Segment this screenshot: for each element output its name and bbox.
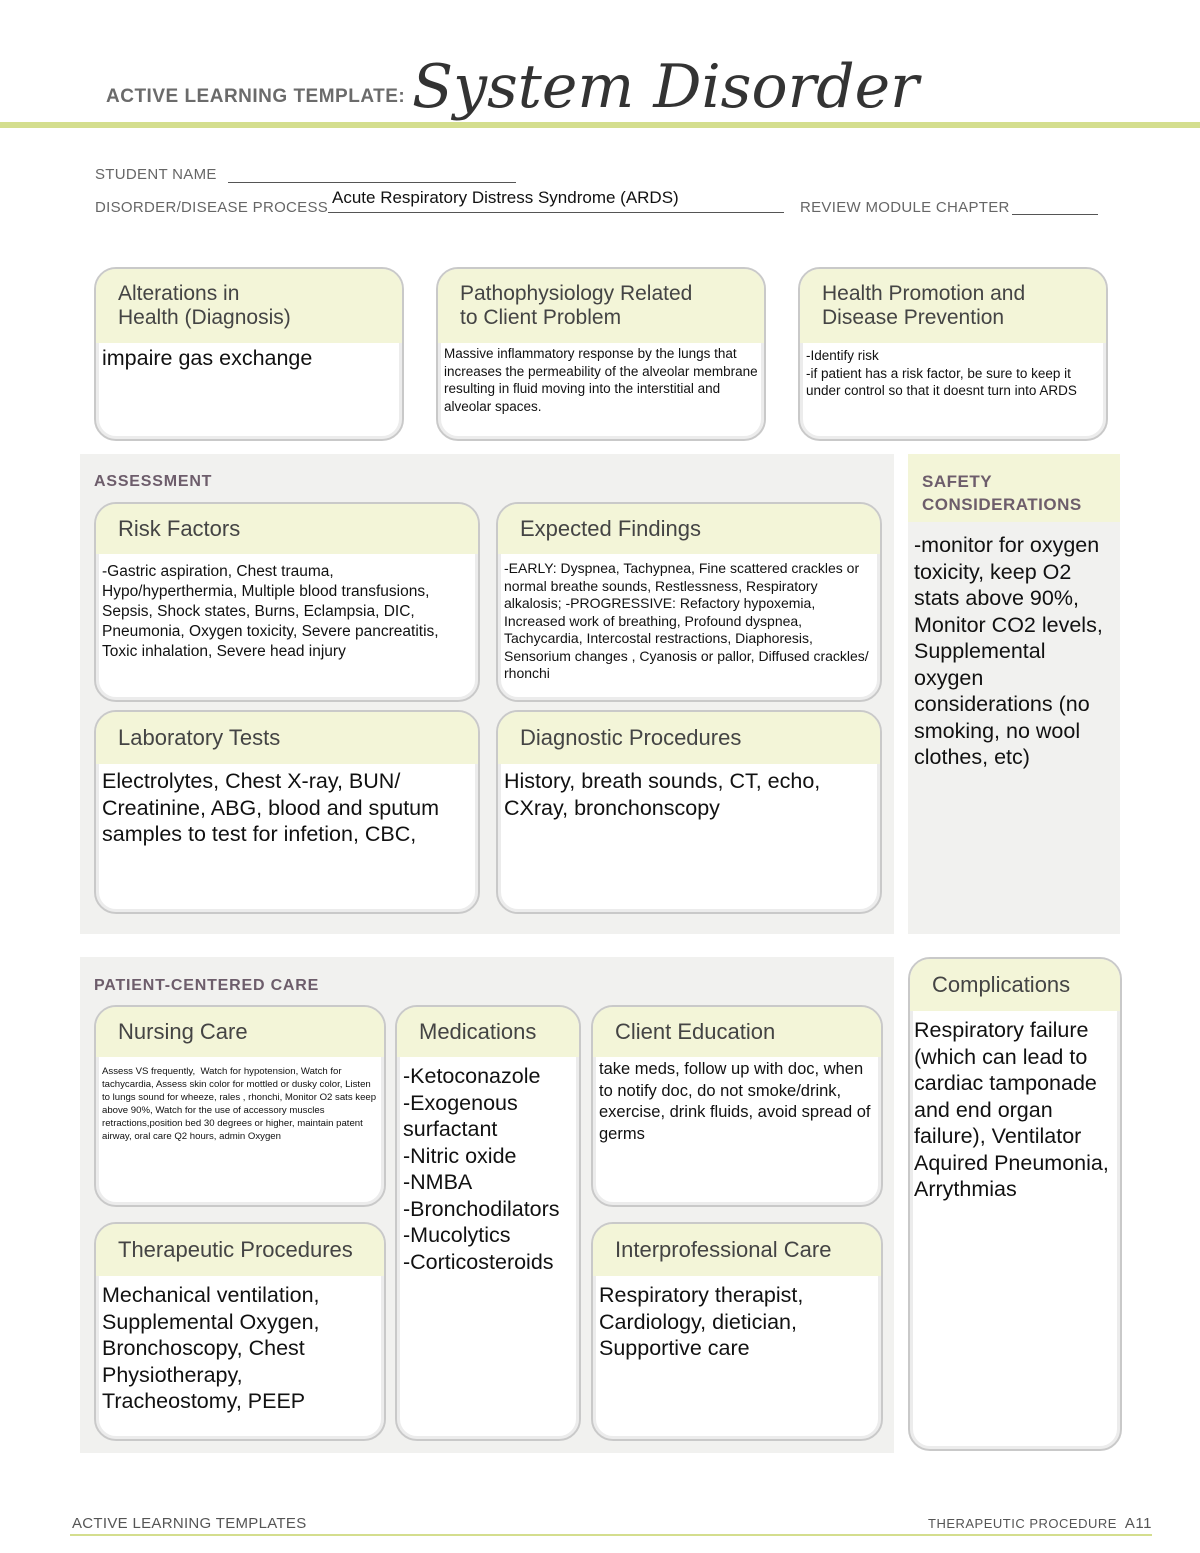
page-number: A11: [1124, 1515, 1152, 1532]
interprofessional-care-title: Interprofessional Care: [593, 1224, 881, 1276]
template-title: System Disorder: [412, 52, 919, 122]
expected-findings-body: -EARLY: Dyspnea, Tachypnea, Fine scattered crackles or normal breathe sounds, Restlessness, Respiratory alkalosis; -PROGRESSIVE: Refactory hypoxemia, Increased work of breathing, Profound dyspnea, Tachycardia, Intercostal restractions, Diaphoresis, Sensorium changes , Cyanosis or pallor, Diffused crackles/ rhonchi: [504, 560, 873, 681]
footer-section: THERAPEUTIC PROCEDURE: [928, 1516, 1117, 1531]
footer-right: [928, 1515, 1152, 1532]
medications-box: [395, 1005, 581, 1441]
risk-factors-box: [94, 502, 480, 702]
disorder-field[interactable]: [328, 188, 784, 213]
interprofessional-care-body: Respiratory therapist, Cardiology, dietician, Supportive care: [599, 1283, 810, 1360]
patient-care-label: PATIENT-CENTERED CARE: [94, 977, 320, 994]
footer-rule: [70, 1534, 1152, 1536]
template-label: ACTIVE LEARNING TEMPLATE:: [106, 86, 406, 107]
alterations-body: impaire gas exchange: [102, 346, 313, 370]
footer-left: ACTIVE LEARNING TEMPLATES: [72, 1515, 307, 1532]
health-promotion-title: Health Promotion and Disease Prevention: [800, 269, 1106, 343]
medications-title: Medications: [397, 1007, 579, 1057]
nursing-care-box: [94, 1005, 386, 1207]
therapeutic-procedures-box: [94, 1222, 386, 1441]
student-name-label: STUDENT NAME: [95, 166, 217, 183]
complications-body: Respiratory failure (which can lead to cardiac tamponade and end organ failure), Ventilator Aquired Pneumonia, Arrythmias: [914, 1018, 1114, 1201]
assessment-label: ASSESSMENT: [94, 473, 213, 490]
therapeutic-procedures-body: Mechanical ventilation, Supplemental Oxygen, Bronchoscopy, Chest Physiotherapy, Tracheostomy, PEEP: [102, 1283, 326, 1413]
review-chapter-label: REVIEW MODULE CHAPTER: [800, 199, 1010, 216]
interprofessional-care-box: [591, 1222, 883, 1441]
laboratory-tests-title: Laboratory Tests: [96, 712, 478, 764]
pathophysiology-body: Massive inflammatory response by the lungs that increases the permeability of the alveolar membrane resulting in fluid moving into the interstitial and alveolar spaces.: [444, 346, 762, 414]
disorder-value: Acute Respiratory Distress Syndrome (ARDS): [332, 188, 679, 207]
safety-body: -monitor for oxygen toxicity, keep O2 stats above 90%, Monitor CO2 levels, Supplemental oxygen considerations (no smoking, no wool clothes, etc): [914, 533, 1109, 769]
nursing-care-title: Nursing Care: [96, 1007, 384, 1057]
laboratory-tests-body: Electrolytes, Chest X-ray, BUN/ Creatinine, ABG, blood and sputum samples to test for infetion, CBC,: [102, 769, 446, 846]
client-education-box: [591, 1005, 883, 1207]
complications-title: Complications: [910, 959, 1120, 1011]
nursing-care-body: Assess VS frequently, Watch for hypotension, Watch for tachycardia, Assess skin color for mottled or dusky color, Listen to lungs sound for wheeze, rales , rhonchi, Monitor O2 sats keep above 90%, Watch for the use of accessory muscles retractions,position bed 30 degrees or higher, maintain patent airway, oral care Q2 hours, admin Oxygen: [102, 1066, 379, 1142]
safety-title: SAFETY CONSIDERATIONS: [908, 454, 1120, 522]
laboratory-tests-box: [94, 710, 480, 914]
pathophysiology-box: [436, 267, 766, 441]
therapeutic-procedures-title: Therapeutic Procedures: [96, 1224, 384, 1276]
client-education-body: take meds, follow up with doc, when to notify doc, do not smoke/drink, exercise, drink fluids, avoid spread of germs: [599, 1060, 876, 1143]
header-rule: [0, 122, 1200, 128]
client-education-title: Client Education: [593, 1007, 881, 1057]
risk-factors-body: -Gastric aspiration, Chest trauma, Hypo/hyperthermia, Multiple blood transfusions, Sepsis, Shock states, Burns, Eclampsia, DIC, Pneumonia, Oxygen toxicity, Severe pancreatitis, Toxic inhalation, Severe head injury: [102, 563, 443, 660]
safety-panel: [908, 454, 1120, 934]
student-name-field[interactable]: [228, 168, 516, 183]
diagnostic-procedures-title: Diagnostic Procedures: [498, 712, 880, 764]
health-promotion-body: -Identify risk -if patient has a risk factor, be sure to keep it under control so that it doesnt turn into ARDS: [806, 348, 1077, 398]
diagnostic-procedures-body: History, breath sounds, CT, echo, CXray, bronchonscopy: [504, 769, 827, 820]
diagnostic-procedures-box: [496, 710, 882, 914]
alterations-box: [94, 267, 404, 441]
pathophysiology-title: Pathophysiology Related to Client Problem: [438, 269, 764, 343]
alterations-title: Alterations in Health (Diagnosis): [96, 269, 402, 343]
risk-factors-title: Risk Factors: [96, 504, 478, 554]
expected-findings-box: [496, 502, 882, 702]
medications-body: -Ketoconazole -Exogenous surfactant -Nitric oxide -NMBA -Bronchodilators -Mucolytics -Corticosteroids: [403, 1064, 560, 1274]
review-chapter-field[interactable]: [1012, 200, 1098, 215]
complications-box: [908, 957, 1122, 1451]
health-promotion-box: [798, 267, 1108, 441]
expected-findings-title: Expected Findings: [498, 504, 880, 554]
disorder-label: DISORDER/DISEASE PROCESS: [95, 199, 329, 216]
